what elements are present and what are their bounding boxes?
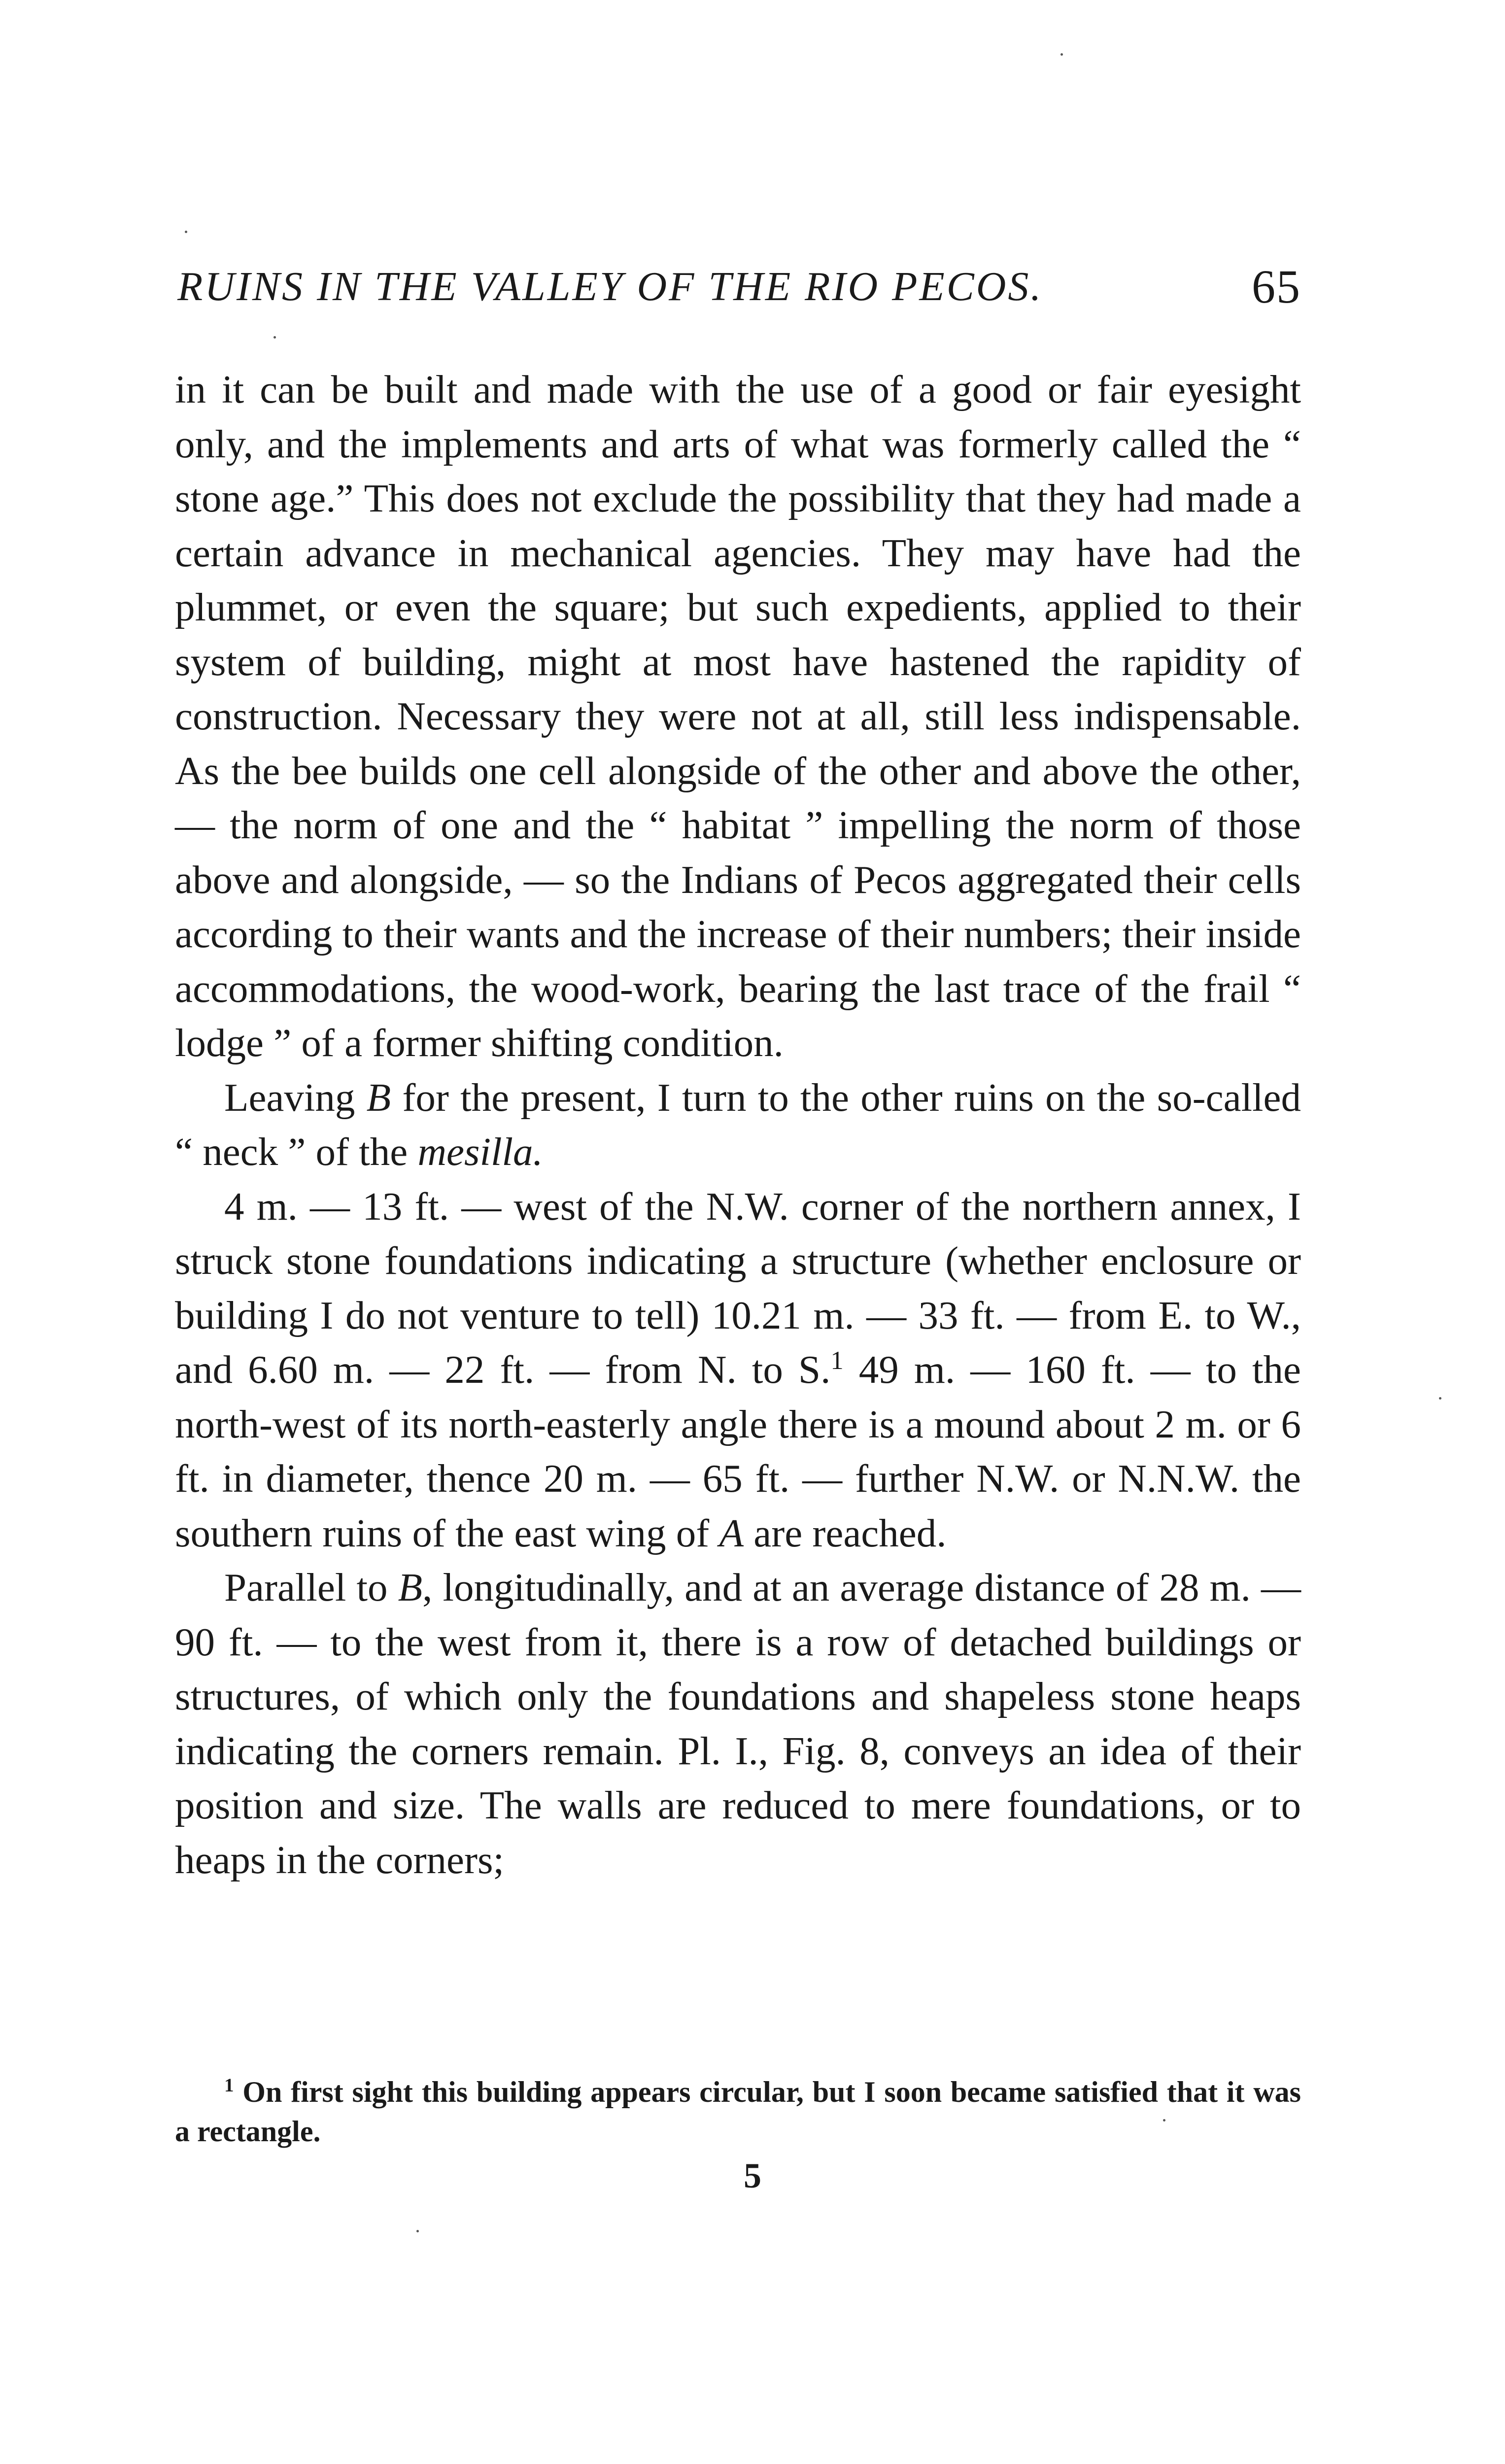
- page-number: 65: [1252, 260, 1301, 313]
- footnote-mark: 1: [224, 2075, 234, 2096]
- ref-a: A: [719, 1510, 744, 1555]
- footnote-text: On first sight this building appears circular, but I soon became satisfied that it was a rectangle.: [175, 2076, 1301, 2148]
- footnote-1: [175, 2072, 1301, 2151]
- running-head: [177, 257, 1301, 316]
- mesilla-term: mesilla.: [417, 1129, 543, 1174]
- paragraph-3: 4 m. — 13 ft. — west of the N.W. corner of the northern annex, I struck stone foundations indicating a structure (whether enclosure or building I do not venture to tell) 10.21 m. — 33 ft. — from E. to W., and 6.60 m. — 22 ft. — from N. to S.$^1$ 49 m. — 160 ft. — to the north-west of its north-easterly angle there is a mound about 2 m. or 6 ft. in diameter, thence 20 m. — 65 ft. — further N.W. or N.N.W. the southern ruins of the east wing of A are reached.: [175, 1184, 1301, 1555]
- paper-speck: [185, 231, 187, 233]
- paragraph-4: Parallel to B, longitudinally, and at an average distance of 28 m. — 90 ft. — to the west from it, there is a row of detached buildings or structures, of which only the foundations and shapeless stone heaps indicating the corners remain. Pl. I., Fig. 8, conveys an idea of their position and size. The walls are reduced to mere foundations, or to heaps in the corners;: [175, 1565, 1301, 1882]
- ref-b: B: [366, 1075, 391, 1120]
- paper-speck: [1439, 1397, 1441, 1400]
- footnotes: [175, 2072, 1301, 2151]
- paper-speck: [416, 2230, 419, 2232]
- body-text: [175, 362, 1301, 1887]
- paper-speck: [1163, 2119, 1165, 2122]
- paper-speck: [274, 336, 276, 339]
- paragraph-1: in it can be built and made with the use of a good or fair eyesight only, and the implements and arts of what was formerly called the “ stone age.” This does not exclude the possibility that they had made a certain advance in mechanical agencies. They may have had the plummet, or even the square; but such expedients, applied to their system of building, might at most have hastened the rapidity of construction. Necessary they were not at all, still less indispensable. As the bee builds one cell alongside of the other and above the other, — the norm of one and the “ habitat ” impelling the norm of those above and alongside, — so the Indians of Pecos aggregated their cells according to their wants and the increase of their numbers; their inside accommodations, the wood-work, bearing the last trace of the frail “ lodge ” of a former shifting condition.: [175, 367, 1301, 1065]
- paper-speck: [1060, 53, 1063, 56]
- ref-b: B: [398, 1565, 423, 1609]
- running-title: RUINS IN THE VALLEY OF THE RIO PECOS.: [177, 264, 1043, 309]
- paragraph-2: Leaving B for the present, I turn to the other ruins on the so-called “ neck ” of the mesilla.: [175, 1075, 1301, 1174]
- footnote-reference[interactable]: 1: [830, 1346, 844, 1375]
- signature-mark: 5: [744, 2156, 761, 2195]
